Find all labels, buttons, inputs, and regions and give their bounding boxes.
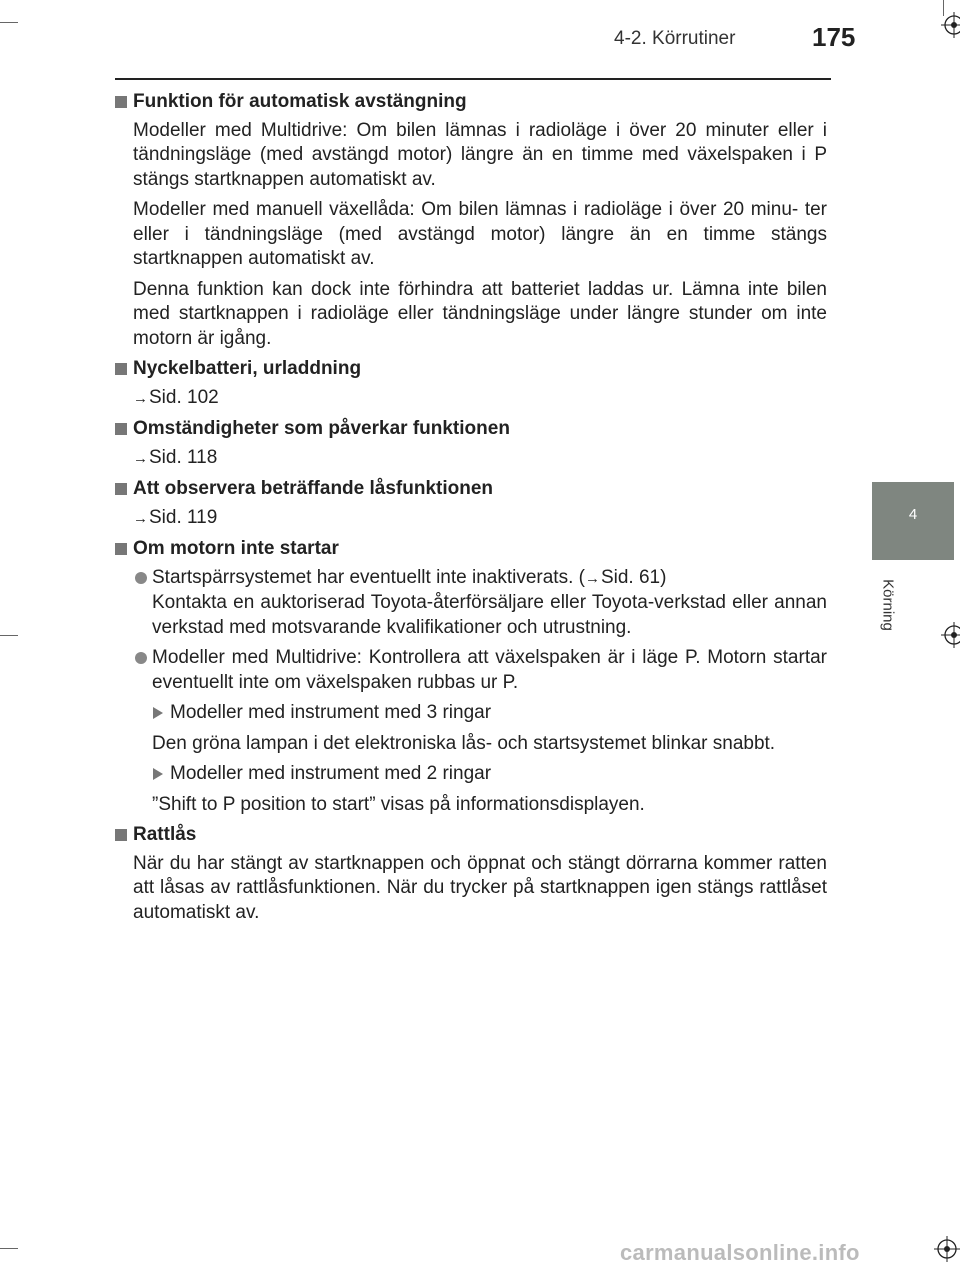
section-steering-lock xyxy=(115,823,827,925)
registration-mark-icon xyxy=(941,622,960,648)
section-engine-not-starting xyxy=(115,537,827,817)
page-reference[interactable]: →Sid. 118 xyxy=(133,446,218,468)
paragraph: Modeller med manuell växellåda: Om bilen lämnas i radioläge i över 20 minu- ter eller i tändningsläge (med avstängd motor) längre än en timme stängs startknappen automatiskt av. xyxy=(133,199,827,269)
page-number: 175 xyxy=(812,22,856,52)
arrow-right-icon: → xyxy=(133,449,148,467)
watermark: carmanualsonline.info xyxy=(620,1240,860,1265)
header-section-title: 4-2. Körrutiner xyxy=(614,28,736,49)
paragraph: Modeller med Multidrive: Om bilen lämnas i radioläge i över 20 minuter eller i tändningsläge (med avstängd motor) längre än en timme med växelspaken i P stängs startknappen automatiskt av. xyxy=(133,119,827,190)
registration-mark-icon xyxy=(934,1236,960,1262)
crop-mark xyxy=(0,635,18,636)
sub-list-item: Modeller med instrument med 2 ringar xyxy=(115,762,827,787)
page-reference[interactable]: →Sid. 102 xyxy=(133,386,219,408)
header-divider xyxy=(115,78,831,80)
triangle-bullet-icon xyxy=(153,707,163,719)
arrow-right-icon: → xyxy=(133,389,148,407)
paragraph: När du har stängt av startknappen och öppnat och stängt dörrarna kommer ratten att låsas av rattlåsfunktionen. När du trycker på startknappen igen stängs rattlåset automatiskt av. xyxy=(133,852,827,923)
section-key-battery xyxy=(115,357,827,411)
paragraph: ”Shift to P position to start” visas på informationsdisplayen. xyxy=(152,793,645,815)
page-content xyxy=(115,90,827,931)
list-item: Startspärrsystemet har eventuellt inte inaktiverats. (→Sid. 61) Kontakta en auktoriserad Toyota-återförsäljare eller Toyota-verkstad eller annan verkstad med motsvarande kvalifikationer och utrustning. xyxy=(115,566,827,641)
crop-mark xyxy=(0,22,18,23)
square-bullet-icon xyxy=(115,543,127,555)
triangle-bullet-icon xyxy=(153,768,163,780)
section-heading: Omständigheter som påverkar funktionen xyxy=(115,417,827,442)
section-auto-off xyxy=(115,90,827,351)
crop-mark xyxy=(0,1248,18,1249)
circle-bullet-icon xyxy=(135,572,147,584)
chapter-number: 4 xyxy=(908,506,918,523)
square-bullet-icon xyxy=(115,423,127,435)
section-heading: Att observera beträffande låsfunktionen xyxy=(115,477,827,502)
sub-list-item: Modeller med instrument med 3 ringar xyxy=(115,701,827,726)
arrow-right-icon: → xyxy=(133,509,148,527)
square-bullet-icon xyxy=(115,483,127,495)
circle-bullet-icon xyxy=(135,652,147,664)
chapter-label xyxy=(872,560,904,650)
square-bullet-icon xyxy=(115,363,127,375)
arrow-right-icon: → xyxy=(584,569,600,587)
page-reference[interactable]: →Sid. 119 xyxy=(133,506,218,528)
list-item: Modeller med Multidrive: Kontrollera att växelspaken är i läge P. Motorn startar eventuellt inte om växelspaken rubbas ur P. xyxy=(115,646,827,695)
paragraph: Den gröna lampan i det elektroniska lås- och startsystemet blinkar snabbt. xyxy=(152,732,776,754)
paragraph: Denna funktion kan dock inte förhindra att batteriet laddas ur. Lämna inte bilen med startknappen i radioläge eller tändningsläge under längre stunder om inte motorn är igång. xyxy=(133,278,827,349)
page-reference[interactable]: Sid. 61) xyxy=(600,566,667,588)
chapter-label-text: Körning xyxy=(879,579,897,631)
section-heading: Rattlås xyxy=(115,823,827,848)
chapter-tab xyxy=(872,482,954,560)
square-bullet-icon xyxy=(115,829,127,841)
section-lock-function xyxy=(115,477,827,531)
section-heading: Nyckelbatteri, urladdning xyxy=(115,357,827,382)
section-heading: Om motorn inte startar xyxy=(115,537,827,562)
registration-mark-icon xyxy=(941,12,960,38)
section-heading: Funktion för automatisk avstängning xyxy=(115,90,827,115)
square-bullet-icon xyxy=(115,96,127,108)
section-circumstances xyxy=(115,417,827,471)
